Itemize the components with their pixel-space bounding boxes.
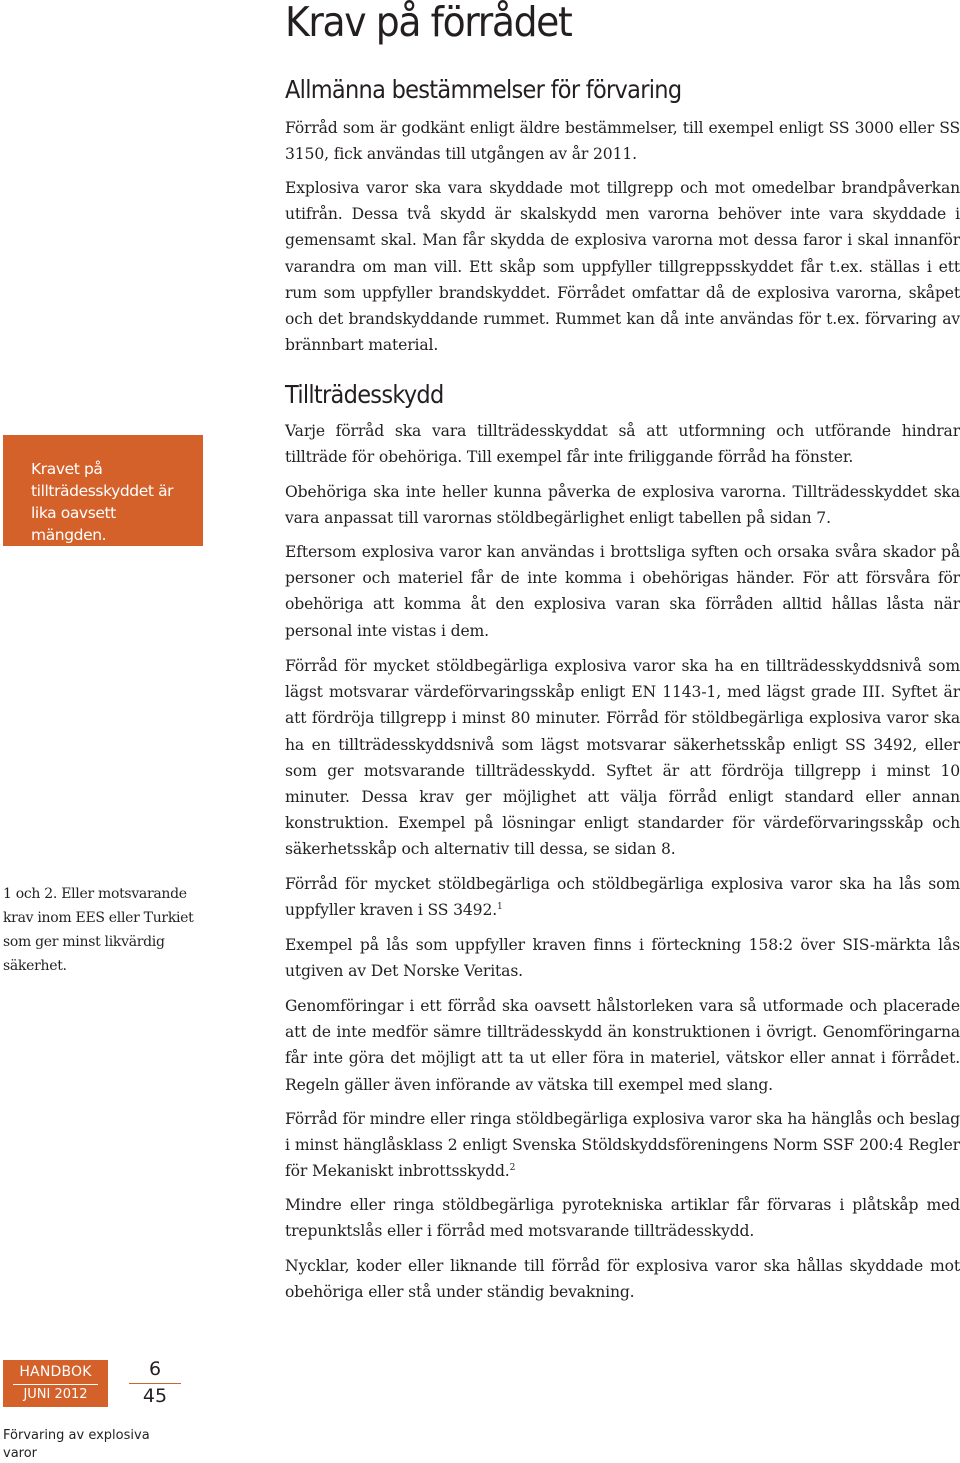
page-number-chapter: 6: [148, 1358, 162, 1380]
paragraph: Eftersom explosiva varor kan användas i brottsliga syften och orsaka svåra skador på personer och materiel får de inte komma i obehörigas händer. För att försvåra för obehöriga att komma åt den explosiva varan ska förråden alltid hållas låsta när personal inte vistas i dem.: [285, 543, 960, 640]
badge-divider: [13, 1384, 98, 1385]
sidebar-footnote: 1 och 2. Eller motsvarande krav inom EES eller Turkiet som ger minst likvärdig säkerhet.: [3, 886, 194, 974]
page-number-total: 45: [142, 1385, 168, 1407]
sidebar-callout: Kravet på tillträdesskyddet är lika oavsett mängden.: [3, 435, 203, 546]
paragraph: Nycklar, koder eller liknande till förråd för explosiva varor ska hållas skyddade mot obehöriga eller stå under ständig bevakning.: [285, 1257, 960, 1302]
section-heading-access-protection: Tillträdesskydd: [285, 380, 444, 409]
document-subject: Förvaring av explosiva varor: [3, 1428, 150, 1461]
page-number-divider: [129, 1383, 181, 1384]
badge-label: HANDBOK: [19, 1364, 92, 1380]
section-heading-general: Allmänna bestämmelser för förvaring: [285, 75, 682, 104]
page-title: Krav på förrådet: [285, 0, 572, 46]
paragraph-text: Förråd för mindre eller ringa stöldbegärliga explosiva varor ska ha hänglås och beslag i minst hänglåsklass 2 enligt Svenska Stöldskyddsföreningens Norm SSF 200:4 Regler för Mekaniskt inbrottsskydd.: [285, 1110, 960, 1181]
paragraph: Förråd för mycket stöldbegärliga explosiva varor ska ha en tillträdesskyddsnivå som lägst motsvarar värdeförvaringsskåp enligt EN 1143-1, med lägst grade III. Syftet är att fördröja tillgrepp i minst 80 minuter. Förråd för stöldbegärliga explosiva varor ska ha en tillträdesskyddsnivå som lägst motsvarar säkerhetsskåp enligt SS 3492, eller som ger motsvarande tillträdesskydd. Syftet är att fördröja tillgrepp i minst 10 minuter. Dessa krav ger möjlighet att välja förråd enligt standard eller annan konstruktion. Exempel på lösningar enligt standarder för värdeförvaringsskåp och säkerhetsskåp och alternativ till dessa, se sidan 8.: [285, 657, 960, 859]
badge-date: JUNI 2012: [23, 1387, 88, 1402]
paragraph: Obehöriga ska inte heller kunna påverka de explosiva varorna. Tillträdesskyddet ska vara anpassat till varornas stöldbegärlighet enligt tabellen på sidan 7.: [285, 483, 960, 528]
paragraph-text: Förråd för mycket stöldbegärliga och stöldbegärliga explosiva varor ska ha lås som uppfyller kraven i SS 3492.: [285, 875, 960, 920]
paragraph: Förråd som är godkänt enligt äldre bestämmelser, till exempel enligt SS 3000 eller SS 3150, fick användas till utgången av år 2011.: [285, 119, 960, 164]
footnote-ref: 2: [509, 1163, 516, 1174]
paragraph-with-footnote: [285, 1106, 960, 1185]
paragraph: Mindre eller ringa stöldbegärliga pyrotekniska artiklar får förvaras i plåtskåp med trepunktslås eller i förråd med motsvarande tillträdesskydd.: [285, 1196, 960, 1241]
paragraph: Genomföringar i ett förråd ska oavsett hålstorleken vara så utformade och placerade att de inte medför sämre tillträdesskydd än konstruktionen i övrigt. Genomföringarna får inte göra det möjligt att ta ut eller föra in materiel, vätskor eller annat i förrådet. Regeln gäller även införande av vätska till exempel med slang.: [285, 997, 960, 1094]
paragraph: Varje förråd ska vara tillträdesskyddat så att utformning och utförande hindrar tillträde för obehöriga. Till exempel får inte friliggande förråd ha fönster.: [285, 422, 960, 467]
footnote-ref: 1: [497, 902, 503, 913]
handbook-badge: [3, 1360, 108, 1407]
paragraph: Explosiva varor ska vara skyddade mot tillgrepp och mot omedelbar brandpåverkan utifrån. Dessa två skydd är skalskydd men varorna behöver inte vara skyddade i gemensamt skal. Man får skydda de explosiva varorna mot dessa faror i skal innanför varandra om man vill. Ett skåp som uppfyller tillgreppsskyddet får t.ex. ställas i ett rum som uppfyller brandskyddet. Förrådet omfattar då de explosiva varorna, skåpet och det brandskyddande rummet. Rummet kan då inte användas för t.ex. förvaring av brännbart material.: [285, 179, 960, 355]
paragraph: Exempel på lås som uppfyller kraven finns i förteckning 158:2 över SIS-märkta lås utgiven av Det Norske Veritas.: [285, 936, 960, 981]
paragraph-with-footnote: [285, 871, 960, 923]
